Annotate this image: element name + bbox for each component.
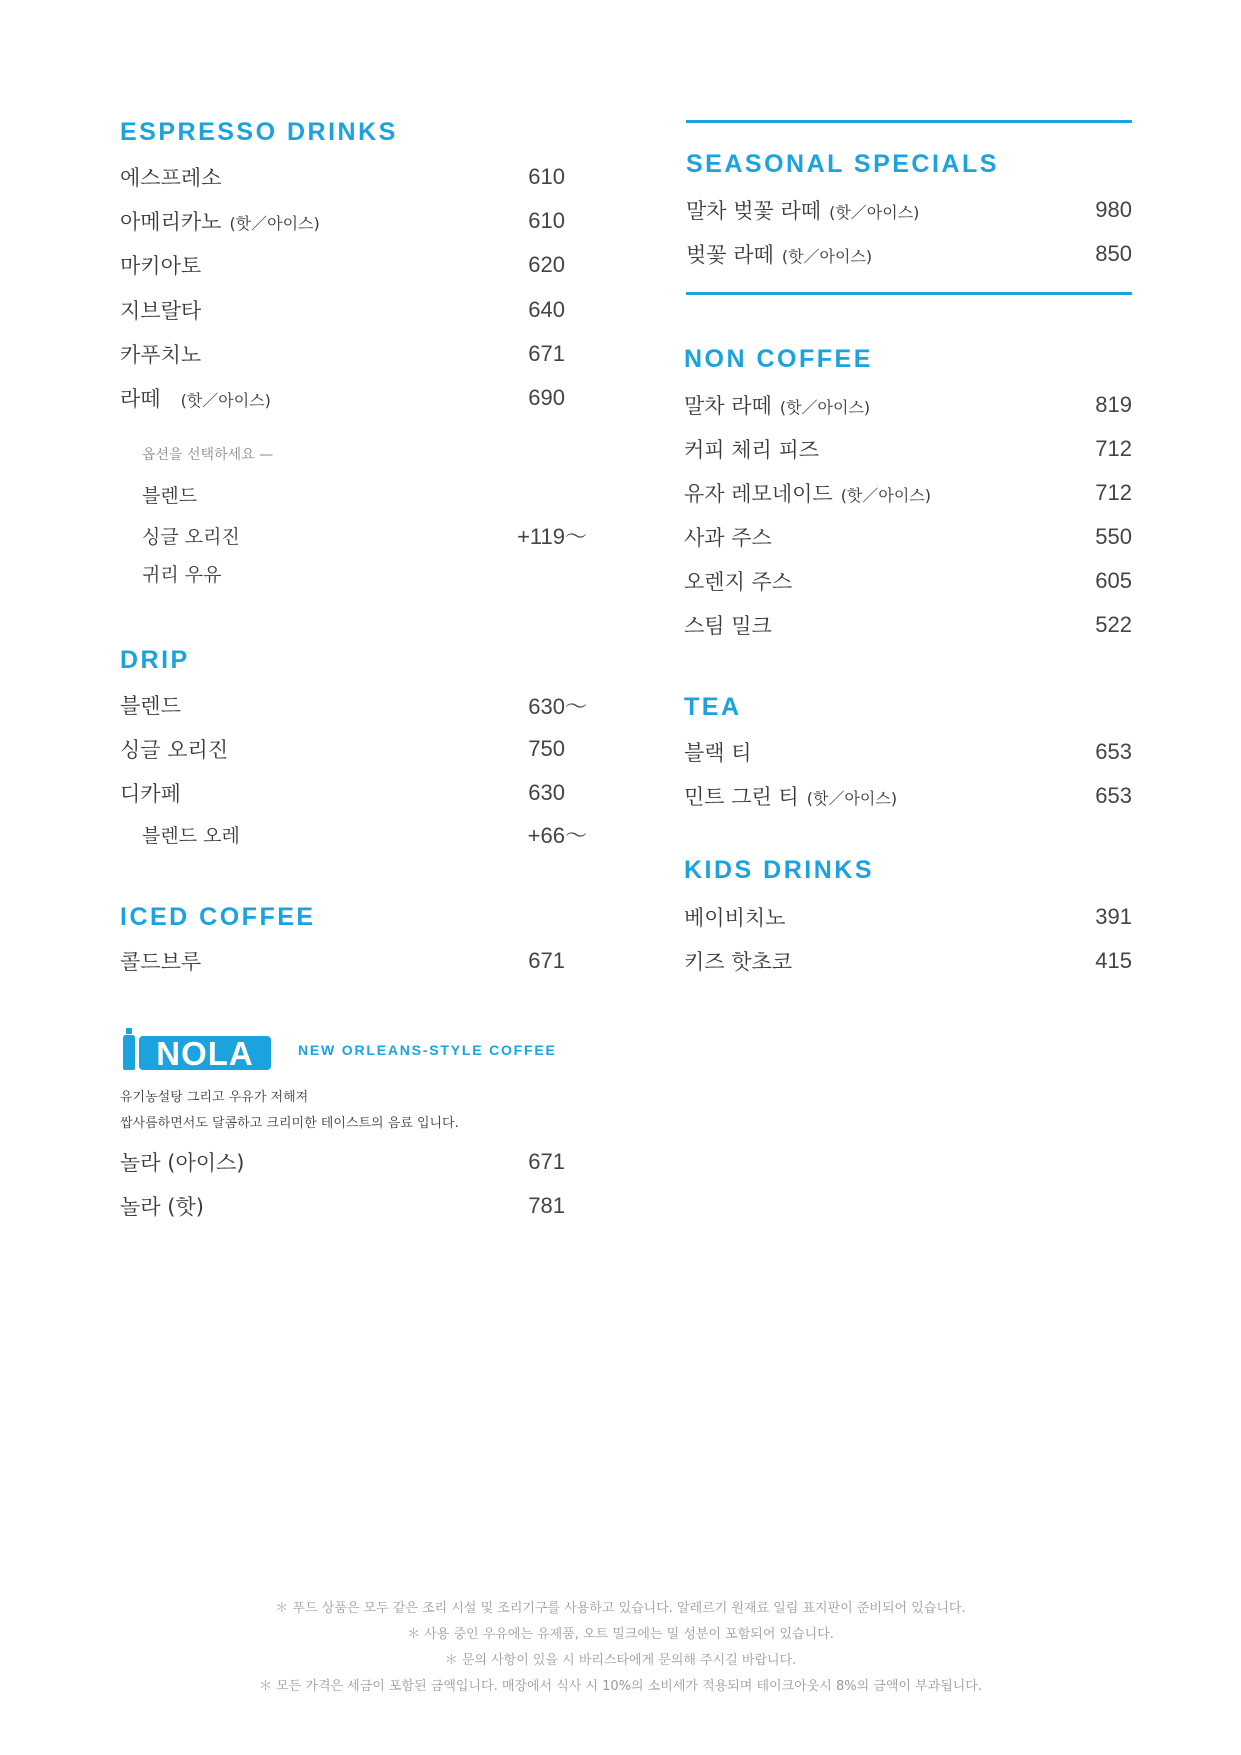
menu-item [120, 1191, 565, 1221]
item-price: 712 [1095, 436, 1132, 461]
item-name: 키즈 핫초코 [684, 950, 793, 974]
nola-desc-line2: 쌉사름하면서도 달콤하고 크리미한 테이스트의 음료 입니다. [120, 1116, 459, 1131]
item-price: 630 [528, 780, 565, 805]
option-price: +119〜 [517, 523, 587, 549]
item-name: 블랙 티 [684, 741, 752, 765]
option-label: 옵션을 선택하세요 — [142, 447, 274, 463]
item-name: 사과 주스 [684, 526, 772, 550]
item-note: (핫／아이스) [829, 203, 920, 222]
item-price: 415 [1095, 948, 1132, 973]
menu-item [686, 195, 1132, 225]
item-name: 마키아토 [120, 254, 202, 278]
item-name: 커피 체리 피즈 [684, 438, 820, 462]
divider-bottom [686, 292, 1132, 295]
drip-title: DRIP [120, 646, 190, 674]
menu-item [684, 946, 1132, 976]
menu-item [120, 250, 565, 280]
item-name-text: 말차 라떼 [684, 394, 772, 418]
item-price: 391 [1095, 904, 1132, 929]
menu-item [684, 737, 1132, 767]
menu-item [684, 478, 1132, 508]
item-price: 671 [528, 341, 565, 366]
seasonal-title: SEASONAL SPECIALS [686, 150, 999, 178]
menu-item [120, 206, 565, 236]
item-price: 980 [1095, 197, 1132, 222]
item-name: 콜드브루 [120, 950, 202, 974]
item-name [120, 383, 271, 413]
item-name [684, 478, 931, 508]
sub-item-name: 블렌드 오레 [142, 824, 240, 847]
item-note: (핫／아이스) [840, 486, 931, 505]
item-name: 베이비치노 [684, 906, 786, 930]
item-price: 630〜 [528, 693, 587, 719]
menu-item [684, 610, 1132, 640]
option-item [142, 479, 565, 509]
nola-logo-icon [120, 1028, 272, 1070]
menu-item [684, 781, 1132, 811]
item-price: 605 [1095, 568, 1132, 593]
item-name [684, 390, 870, 420]
drip-sub-item [142, 819, 587, 849]
item-name-text: 말차 벚꽃 라떼 [686, 199, 822, 223]
item-price: 653 [1095, 739, 1132, 764]
item-name: 카푸치노 [120, 343, 202, 367]
item-price: 671 [528, 948, 565, 973]
item-price: 750 [528, 736, 565, 761]
tea-title: TEA [684, 693, 742, 721]
item-name: 디카페 [120, 782, 181, 806]
menu-item [120, 295, 565, 325]
noncoffee-title: NON COFFEE [684, 345, 873, 373]
item-note: (핫／아이스) [180, 391, 271, 410]
item-name [686, 195, 919, 225]
footer-note: ＊ 문의 사항이 있을 시 바리스타에게 문의해 주시길 바랍니다. [444, 1653, 797, 1668]
item-price: 671 [528, 1149, 565, 1174]
item-name: 싱글 오리진 [120, 738, 229, 762]
item-name-text: 벚꽃 라떼 [686, 243, 774, 267]
item-price: 640 [528, 297, 565, 322]
menu-item [120, 383, 565, 413]
option-name: 싱글 오리진 [142, 525, 240, 548]
item-name: 에스프레소 [120, 166, 222, 190]
item-price: 610 [528, 164, 565, 189]
item-name-text: 아메리카노 [120, 210, 222, 234]
item-name: 놀라 (아이스) [120, 1151, 245, 1175]
item-name [120, 206, 320, 236]
item-note: (핫／아이스) [229, 214, 320, 233]
item-name [684, 781, 897, 811]
item-name: 오렌지 주스 [684, 570, 793, 594]
item-name [686, 239, 872, 269]
item-name: 놀라 (핫) [120, 1195, 204, 1219]
item-note: (핫／아이스) [806, 789, 898, 808]
option-item [142, 558, 565, 588]
item-price: 610 [528, 208, 565, 233]
option-item [142, 520, 587, 550]
menu-item [684, 522, 1132, 552]
kids-title: KIDS DRINKS [684, 856, 875, 884]
option-name: 블렌드 [142, 484, 198, 507]
menu-item [120, 946, 565, 976]
item-name-text: 유자 레모네이드 [684, 482, 833, 506]
footer-note: ＊ 푸드 상품은 모두 같은 조리 시설 및 조리기구를 사용하고 있습니다. 알레르기 원재료 일림 표지판이 준비되어 있습니다. [275, 1601, 966, 1616]
menu-item [120, 690, 587, 720]
item-price: 522 [1095, 612, 1132, 637]
item-name-text: 민트 그린 티 [684, 785, 799, 809]
item-price: 690 [528, 385, 565, 410]
item-name: 지브랄타 [120, 299, 202, 323]
item-price: 550 [1095, 524, 1132, 549]
nola-tagline: NEW ORLEANS-STYLE COFFEE [298, 1042, 557, 1058]
footer-note: ＊ 모든 가격은 세금이 포함된 금액입니다. 매장에서 식사 시 10%의 소비세가 적용되며 테이크아웃시 8%의 금액이 부과됩니다. [259, 1679, 982, 1694]
iced-title: ICED COFFEE [120, 903, 316, 931]
item-name: 블렌드 [120, 694, 181, 718]
item-price: 781 [528, 1193, 565, 1218]
item-price: 712 [1095, 480, 1132, 505]
item-note: (핫／아이스) [781, 247, 873, 266]
item-note: (핫／아이스) [779, 398, 871, 417]
item-name: 스팀 밀크 [684, 614, 772, 638]
item-price: 819 [1095, 392, 1132, 417]
option-name: 귀리 우유 [142, 563, 222, 586]
menu-item [120, 734, 565, 764]
menu-item [120, 1147, 565, 1177]
item-price: 850 [1095, 241, 1132, 266]
menu-item [686, 239, 1132, 269]
menu-item [120, 778, 565, 808]
sub-item-price: +66〜 [527, 822, 587, 848]
menu-item [684, 390, 1132, 420]
item-name-text: 라떼 [120, 387, 161, 411]
footer-note: ＊ 사용 중인 우유에는 유제품, 오트 밀크에는 밀 성분이 포함되어 있습니다. [407, 1627, 834, 1642]
menu-item [120, 162, 565, 192]
item-price: 620 [528, 252, 565, 277]
menu-item [684, 566, 1132, 596]
menu-item [684, 902, 1132, 932]
espresso-title: ESPRESSO DRINKS [120, 118, 398, 146]
nola-logo-text: NOLA [156, 1035, 254, 1070]
item-price: 653 [1095, 783, 1132, 808]
menu-item [684, 434, 1132, 464]
menu-item [120, 339, 565, 369]
divider-top [686, 120, 1132, 123]
nola-desc-line1: 유기농설탕 그리고 우유가 저해져 [120, 1090, 309, 1105]
